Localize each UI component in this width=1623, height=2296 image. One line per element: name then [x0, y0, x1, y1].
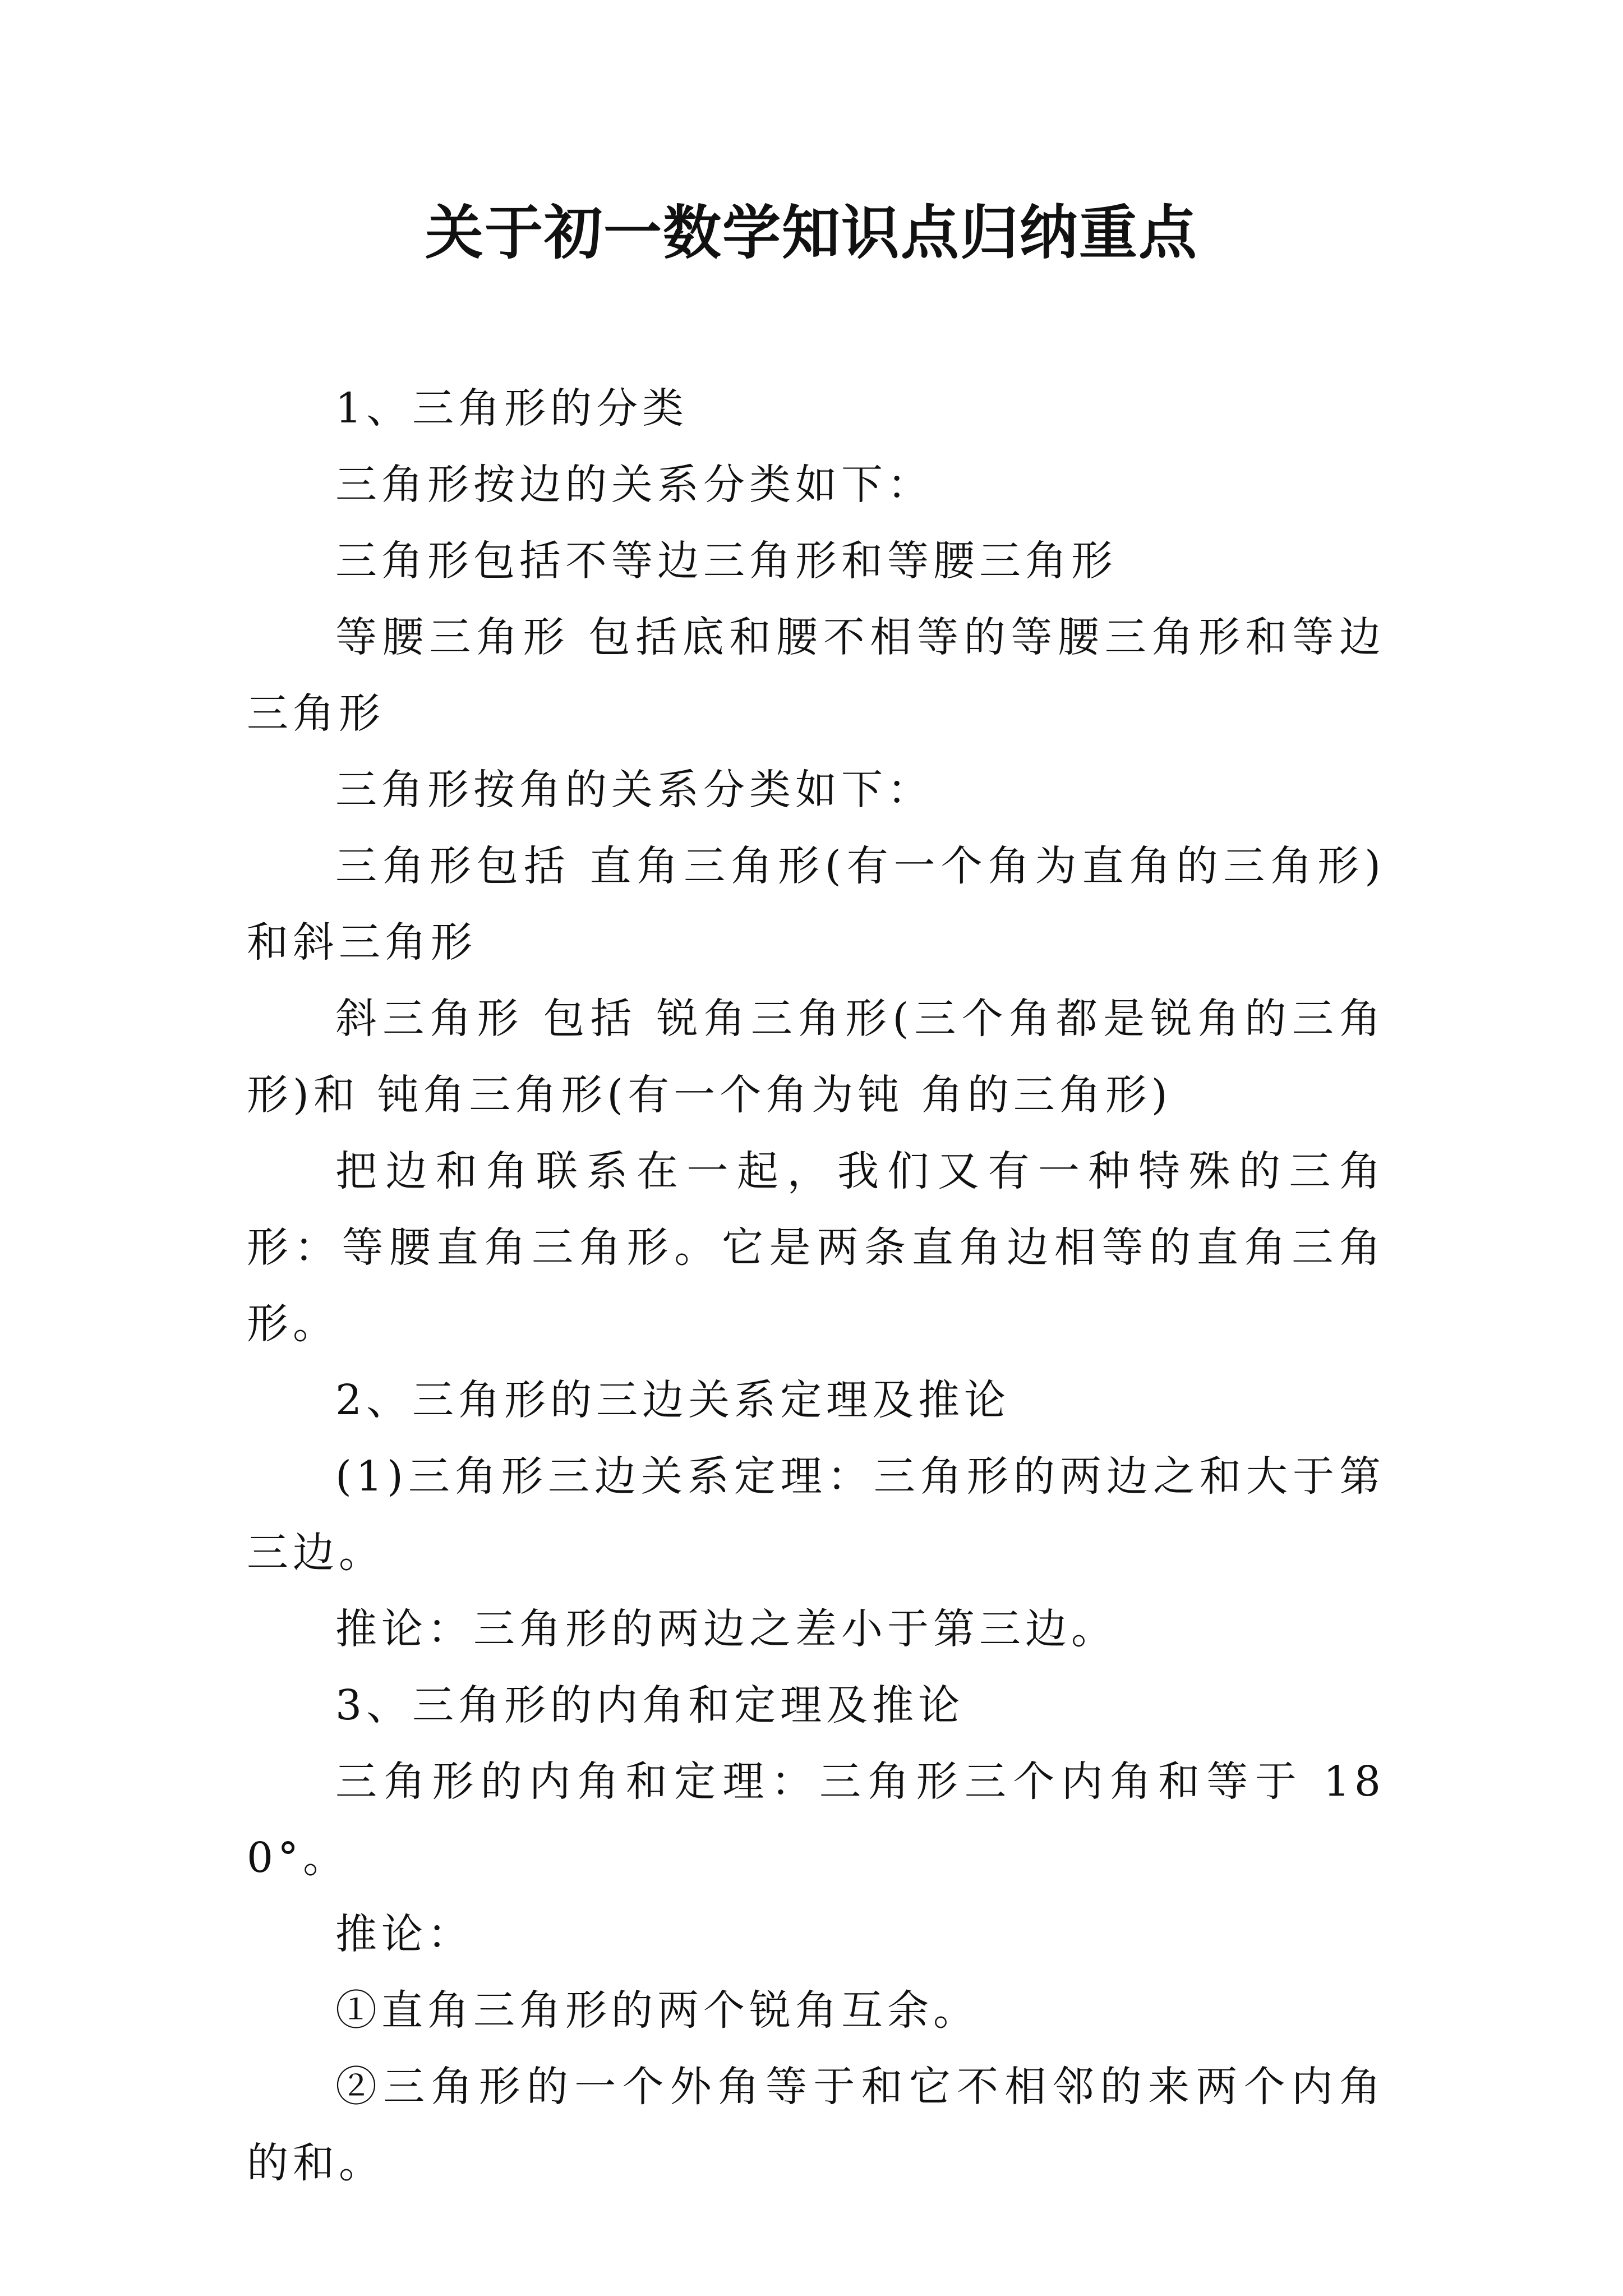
paragraph-13: 三角形的内角和定理：三角形三个内角和等于 180°。	[247, 1757, 1385, 1882]
paragraph-1: 1、三角形的分类	[335, 384, 689, 432]
document-title: 关于初一数学知识点归纳重点	[425, 199, 1198, 267]
paragraph-9: 2、三角形的三边关系定理及推论	[335, 1376, 1011, 1424]
paragraph-3: 三角形包括不等边三角形和等腰三角形	[335, 537, 1117, 585]
paragraph-2: 三角形按边的关系分类如下：	[335, 461, 933, 509]
paragraph-16: ②三角形的一个外角等于和它不相邻的来两个内角的和。	[247, 2063, 1385, 2187]
paragraph-7: 斜三角形 包括 锐角三角形(三个角都是锐角的三角形)和 钝角三角形(有一个角为钝 角的三角形)	[247, 995, 1385, 1119]
paragraph-5: 三角形按角的关系分类如下：	[335, 766, 933, 814]
paragraph-8: 把边和角联系在一起，我们又有一种特殊的三角形：等腰直角三角形。它是两条直角边相等的直角三角形。	[247, 1147, 1385, 1348]
paragraph-14: 推论：	[335, 1910, 473, 1958]
paragraph-12: 3、三角形的内角和定理及推论	[335, 1681, 965, 1729]
paragraph-4: 等腰三角形 包括底和腰不相等的等腰三角形和等边三角形	[247, 613, 1385, 738]
paragraph-10: (1)三角形三边关系定理：三角形的两边之和大于第三边。	[247, 1452, 1385, 1577]
paragraph-6: 三角形包括 直角三角形(有一个角为直角的三角形)和斜三角形	[247, 842, 1385, 967]
paragraph-11: 推论：三角形的两边之差小于第三边。	[335, 1605, 1117, 1653]
paragraph-15: ①直角三角形的两个锐角互余。	[335, 1986, 979, 2035]
document-body	[247, 370, 1385, 2201]
